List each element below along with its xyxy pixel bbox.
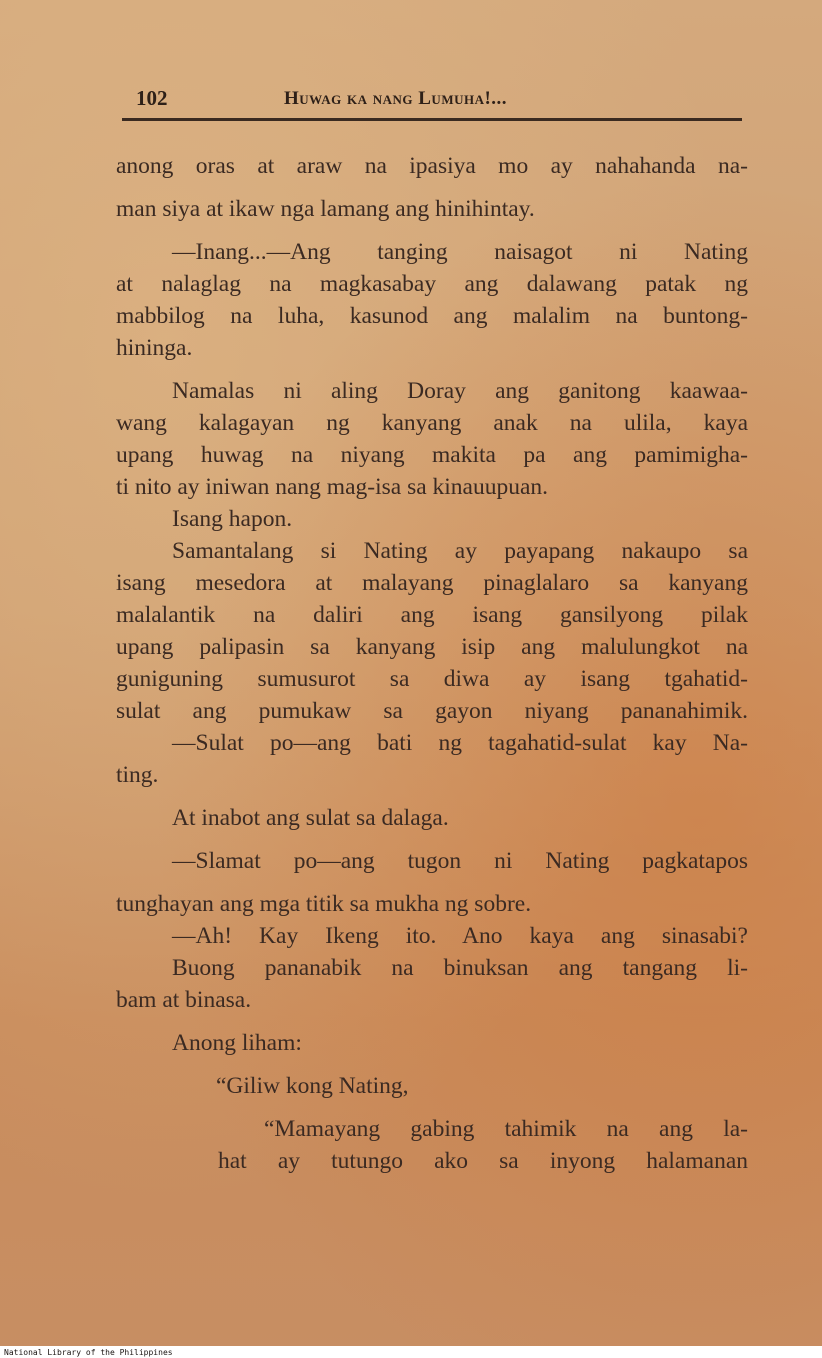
- text-line: upang palipasin sa kanyang isip ang malulungkot na: [116, 634, 748, 660]
- book-title: Huwag ka nang Lumuha!...: [284, 88, 508, 109]
- text-line: Namalas ni aling Doray ang ganitong kaawaa-: [172, 378, 748, 404]
- text-line: hininga.: [116, 335, 193, 361]
- text-line: at nalaglag na magkasabay ang dalawang patak ng: [116, 271, 748, 297]
- text-line: —Sulat po—ang bati ng tagahatid-sulat kay Na-: [172, 730, 748, 756]
- body-text: [116, 150, 748, 1177]
- text-line: tunghayan ang mga titik sa mukha ng sobre.: [116, 891, 532, 917]
- text-line: “Giliw kong Nating,: [216, 1073, 409, 1099]
- text-line: anong oras at araw na ipasiya mo ay nahahanda na-: [116, 153, 748, 179]
- text-line: At inabot ang sulat sa dalaga.: [172, 805, 449, 831]
- running-head: [132, 86, 742, 118]
- page-number: 102: [136, 86, 168, 110]
- library-credit: National Library of the Philippines: [4, 1348, 173, 1357]
- text-line: Anong liham:: [172, 1030, 302, 1056]
- text-line: —Inang...—Ang tanging naisagot ni Nating: [172, 239, 748, 265]
- text-line: —Ah! Kay Ikeng ito. Ano kaya ang sinasabi?: [172, 923, 748, 949]
- text-line: Isang hapon.: [172, 506, 293, 532]
- text-line: wang kalagayan ng kanyang anak na ulila, kaya: [116, 410, 748, 436]
- text-line: guniguning sumusurot sa diwa ay isang tgahatid-: [116, 666, 748, 692]
- text-line: man siya at ikaw nga lamang ang hinihintay.: [116, 196, 535, 222]
- text-line: upang huwag na niyang makita pa ang pamimigha-: [116, 442, 748, 468]
- text-line: hat ay tutungo ako sa inyong halamanan: [218, 1148, 748, 1174]
- text-line: “Mamayang gabing tahimik na ang la-: [264, 1116, 748, 1142]
- text-line: isang mesedora at malayang pinaglalaro sa kanyang: [116, 570, 748, 596]
- header-rule: [122, 118, 742, 121]
- text-line: ting.: [116, 762, 159, 788]
- text-line: ti nito ay iniwan nang mag-isa sa kinauupuan.: [116, 474, 549, 500]
- text-line: mabbilog na luha, kasunod ang malalim na buntong-: [116, 303, 748, 329]
- text-line: —Slamat po—ang tugon ni Nating pagkatapos: [172, 848, 748, 874]
- text-line: sulat ang pumukaw sa gayon niyang pananahimik.: [116, 698, 748, 724]
- text-line: Samantalang si Nating ay payapang nakaupo sa: [172, 538, 748, 564]
- text-line: bam at binasa.: [116, 987, 252, 1013]
- text-line: malalantik na daliri ang isang gansilyong pilak: [116, 602, 748, 628]
- text-line: Buong pananabik na binuksan ang tangang li-: [172, 955, 748, 981]
